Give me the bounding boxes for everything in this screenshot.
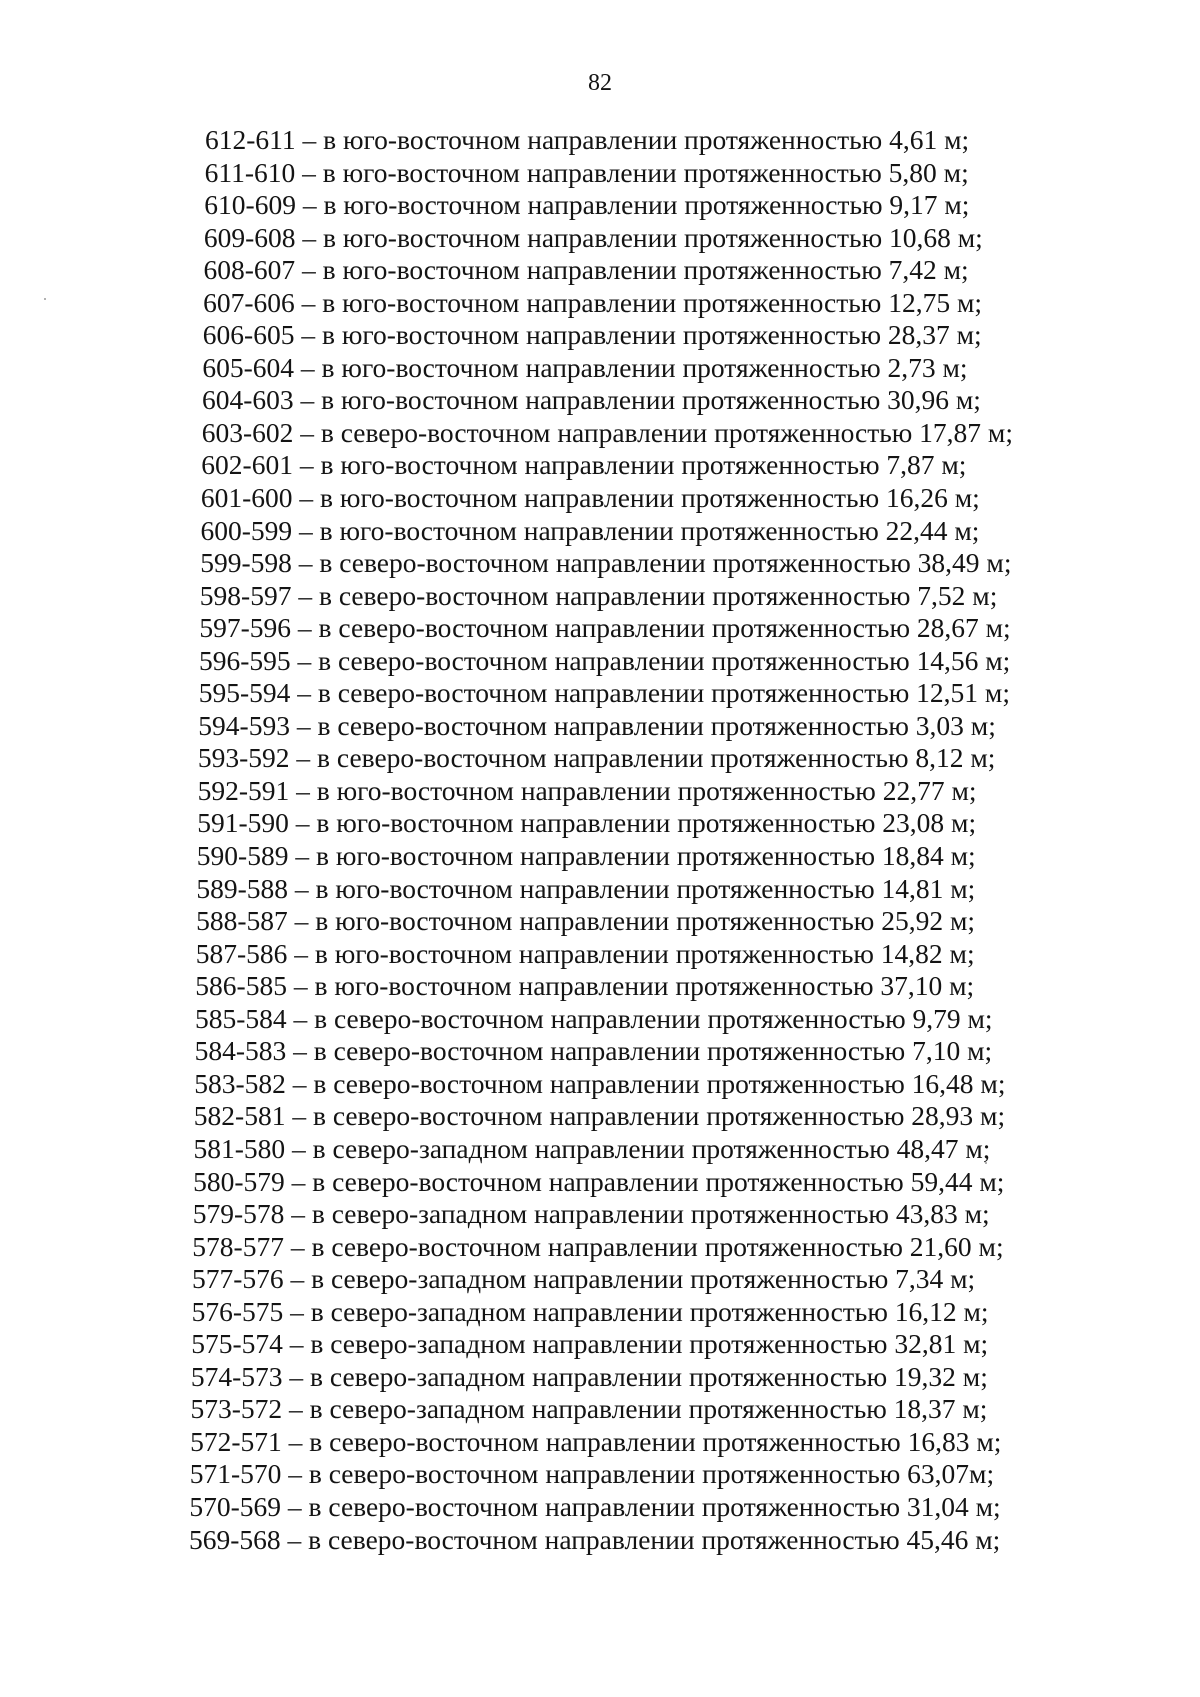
- segment-line: 575-574 – в северо-западном направлении протяженностью 32,81 м;: [191, 1328, 989, 1360]
- segment-line: 606-605 – в юго-восточном направлении протяженностью 28,37 м;: [202, 319, 982, 351]
- segment-line: 571-570 – в северо-восточном направлении протяженностью 63,07м;: [189, 1458, 995, 1490]
- segment-line: 605-604 – в юго-восточном направлении протяженностью 2,73 м;: [202, 351, 968, 383]
- segment-line: 589-588 – в юго-восточном направлении протяженностью 14,81 м;: [196, 872, 976, 904]
- segment-line: 584-583 – в северо-восточном направлении протяженностью 7,10 м;: [194, 1035, 993, 1067]
- segment-line: 583-582 – в северо-восточном направлении протяженностью 16,48 м;: [194, 1067, 1006, 1099]
- segment-line: 573-572 – в северо-западном направлении протяженностью 18,37 м;: [190, 1393, 988, 1425]
- segment-line: 581-580 – в северо-западном направлении протяженностью 48,47 м;: [193, 1132, 991, 1164]
- segment-line: 600-599 – в юго-восточном направлении протяженностью 22,44 м;: [200, 514, 980, 546]
- segment-line: 577-576 – в северо-западном направлении протяженностью 7,34 м;: [192, 1263, 976, 1295]
- segment-line: 602-601 – в юго-восточном направлении протяженностью 7,87 м;: [201, 449, 967, 481]
- segment-line: 601-600 – в юго-восточном направлении протяженностью 16,26 м;: [200, 482, 980, 514]
- segment-line: 570-569 – в северо-восточном направлении протяженностью 31,04 м;: [189, 1490, 1001, 1522]
- segment-line: 580-579 – в северо-восточном направлении протяженностью 59,44 м;: [193, 1165, 1005, 1197]
- segment-line: 607-606 – в юго-восточном направлении протяженностью 12,75 м;: [203, 286, 982, 318]
- segment-line: 590-589 – в юго-восточном направлении протяженностью 18,84 м;: [196, 840, 976, 872]
- segment-line: 596-595 – в северо-восточном направлении протяженностью 14,56 м;: [199, 644, 1011, 676]
- segment-line: 574-573 – в северо-западном направлении протяженностью 19,32 м;: [190, 1360, 988, 1392]
- page-number: 82: [588, 70, 612, 96]
- segment-line: 591-590 – в юго-восточном направлении протяженностью 23,08 м;: [197, 807, 977, 839]
- segment-line: 576-575 – в северо-западном направлении протяженностью 16,12 м;: [191, 1295, 989, 1327]
- segment-line: 592-591 – в юго-восточном направлении протяженностью 22,77 м;: [197, 774, 977, 806]
- segment-line: 604-603 – в юго-восточном направлении протяженностью 30,96 м;: [202, 384, 981, 416]
- segment-line: 603-602 – в северо-восточном направлении протяженностью 17,87 м;: [201, 416, 1013, 448]
- segment-line: 599-598 – в северо-восточном направлении протяженностью 38,49 м;: [200, 547, 1012, 579]
- segment-line: 594-593 – в северо-восточном направлении протяженностью 3,03 м;: [198, 709, 996, 741]
- segment-line: 608-607 – в юго-восточном направлении протяженностью 7,42 м;: [203, 254, 969, 286]
- segment-line: 597-596 – в северо-восточном направлении протяженностью 28,67 м;: [199, 612, 1011, 644]
- segment-line: 579-578 – в северо-западном направлении протяженностью 43,83 м;: [192, 1198, 990, 1230]
- segment-line: 585-584 – в северо-восточном направлении протяженностью 9,79 м;: [195, 1002, 993, 1034]
- segment-line: 572-571 – в северо-восточном направлении протяженностью 16,83 м;: [190, 1425, 1002, 1457]
- segment-line: 593-592 – в северо-восточном направлении протяженностью 8,12 м;: [197, 742, 996, 774]
- segment-line: 588-587 – в юго-восточном направлении протяженностью 25,92 м;: [196, 905, 975, 937]
- segment-line: 598-597 – в северо-восточном направлении протяженностью 7,52 м;: [199, 579, 998, 611]
- segment-line: 612-611 – в юго-восточном направлении протяженностью 4,61 м;: [205, 124, 970, 155]
- segment-line: 595-594 – в северо-восточном направлении протяженностью 12,51 м;: [198, 677, 1010, 709]
- segment-line: 587-586 – в юго-восточном направлении протяженностью 14,82 м;: [195, 937, 975, 969]
- segment-line: 586-585 – в юго-восточном направлении протяженностью 37,10 м;: [195, 970, 975, 1002]
- boundary-segment-list: [0, 124, 1200, 1556]
- segment-line: 610-609 – в юго-восточном направлении протяженностью 9,17 м;: [204, 189, 970, 221]
- segment-line: 611-610 – в юго-восточном направлении протяженностью 5,80 м;: [204, 156, 969, 188]
- segment-line: 609-608 – в юго-восточном направлении протяженностью 10,68 м;: [203, 221, 983, 253]
- segment-line: 582-581 – в северо-восточном направлении протяженностью 28,93 м;: [193, 1100, 1006, 1132]
- segment-line: 569-568 – в северо-восточном направлении протяженностью 45,46 м;: [189, 1523, 1001, 1555]
- segment-line: 578-577 – в северо-восточном направлении протяженностью 21,60 м;: [192, 1230, 1004, 1262]
